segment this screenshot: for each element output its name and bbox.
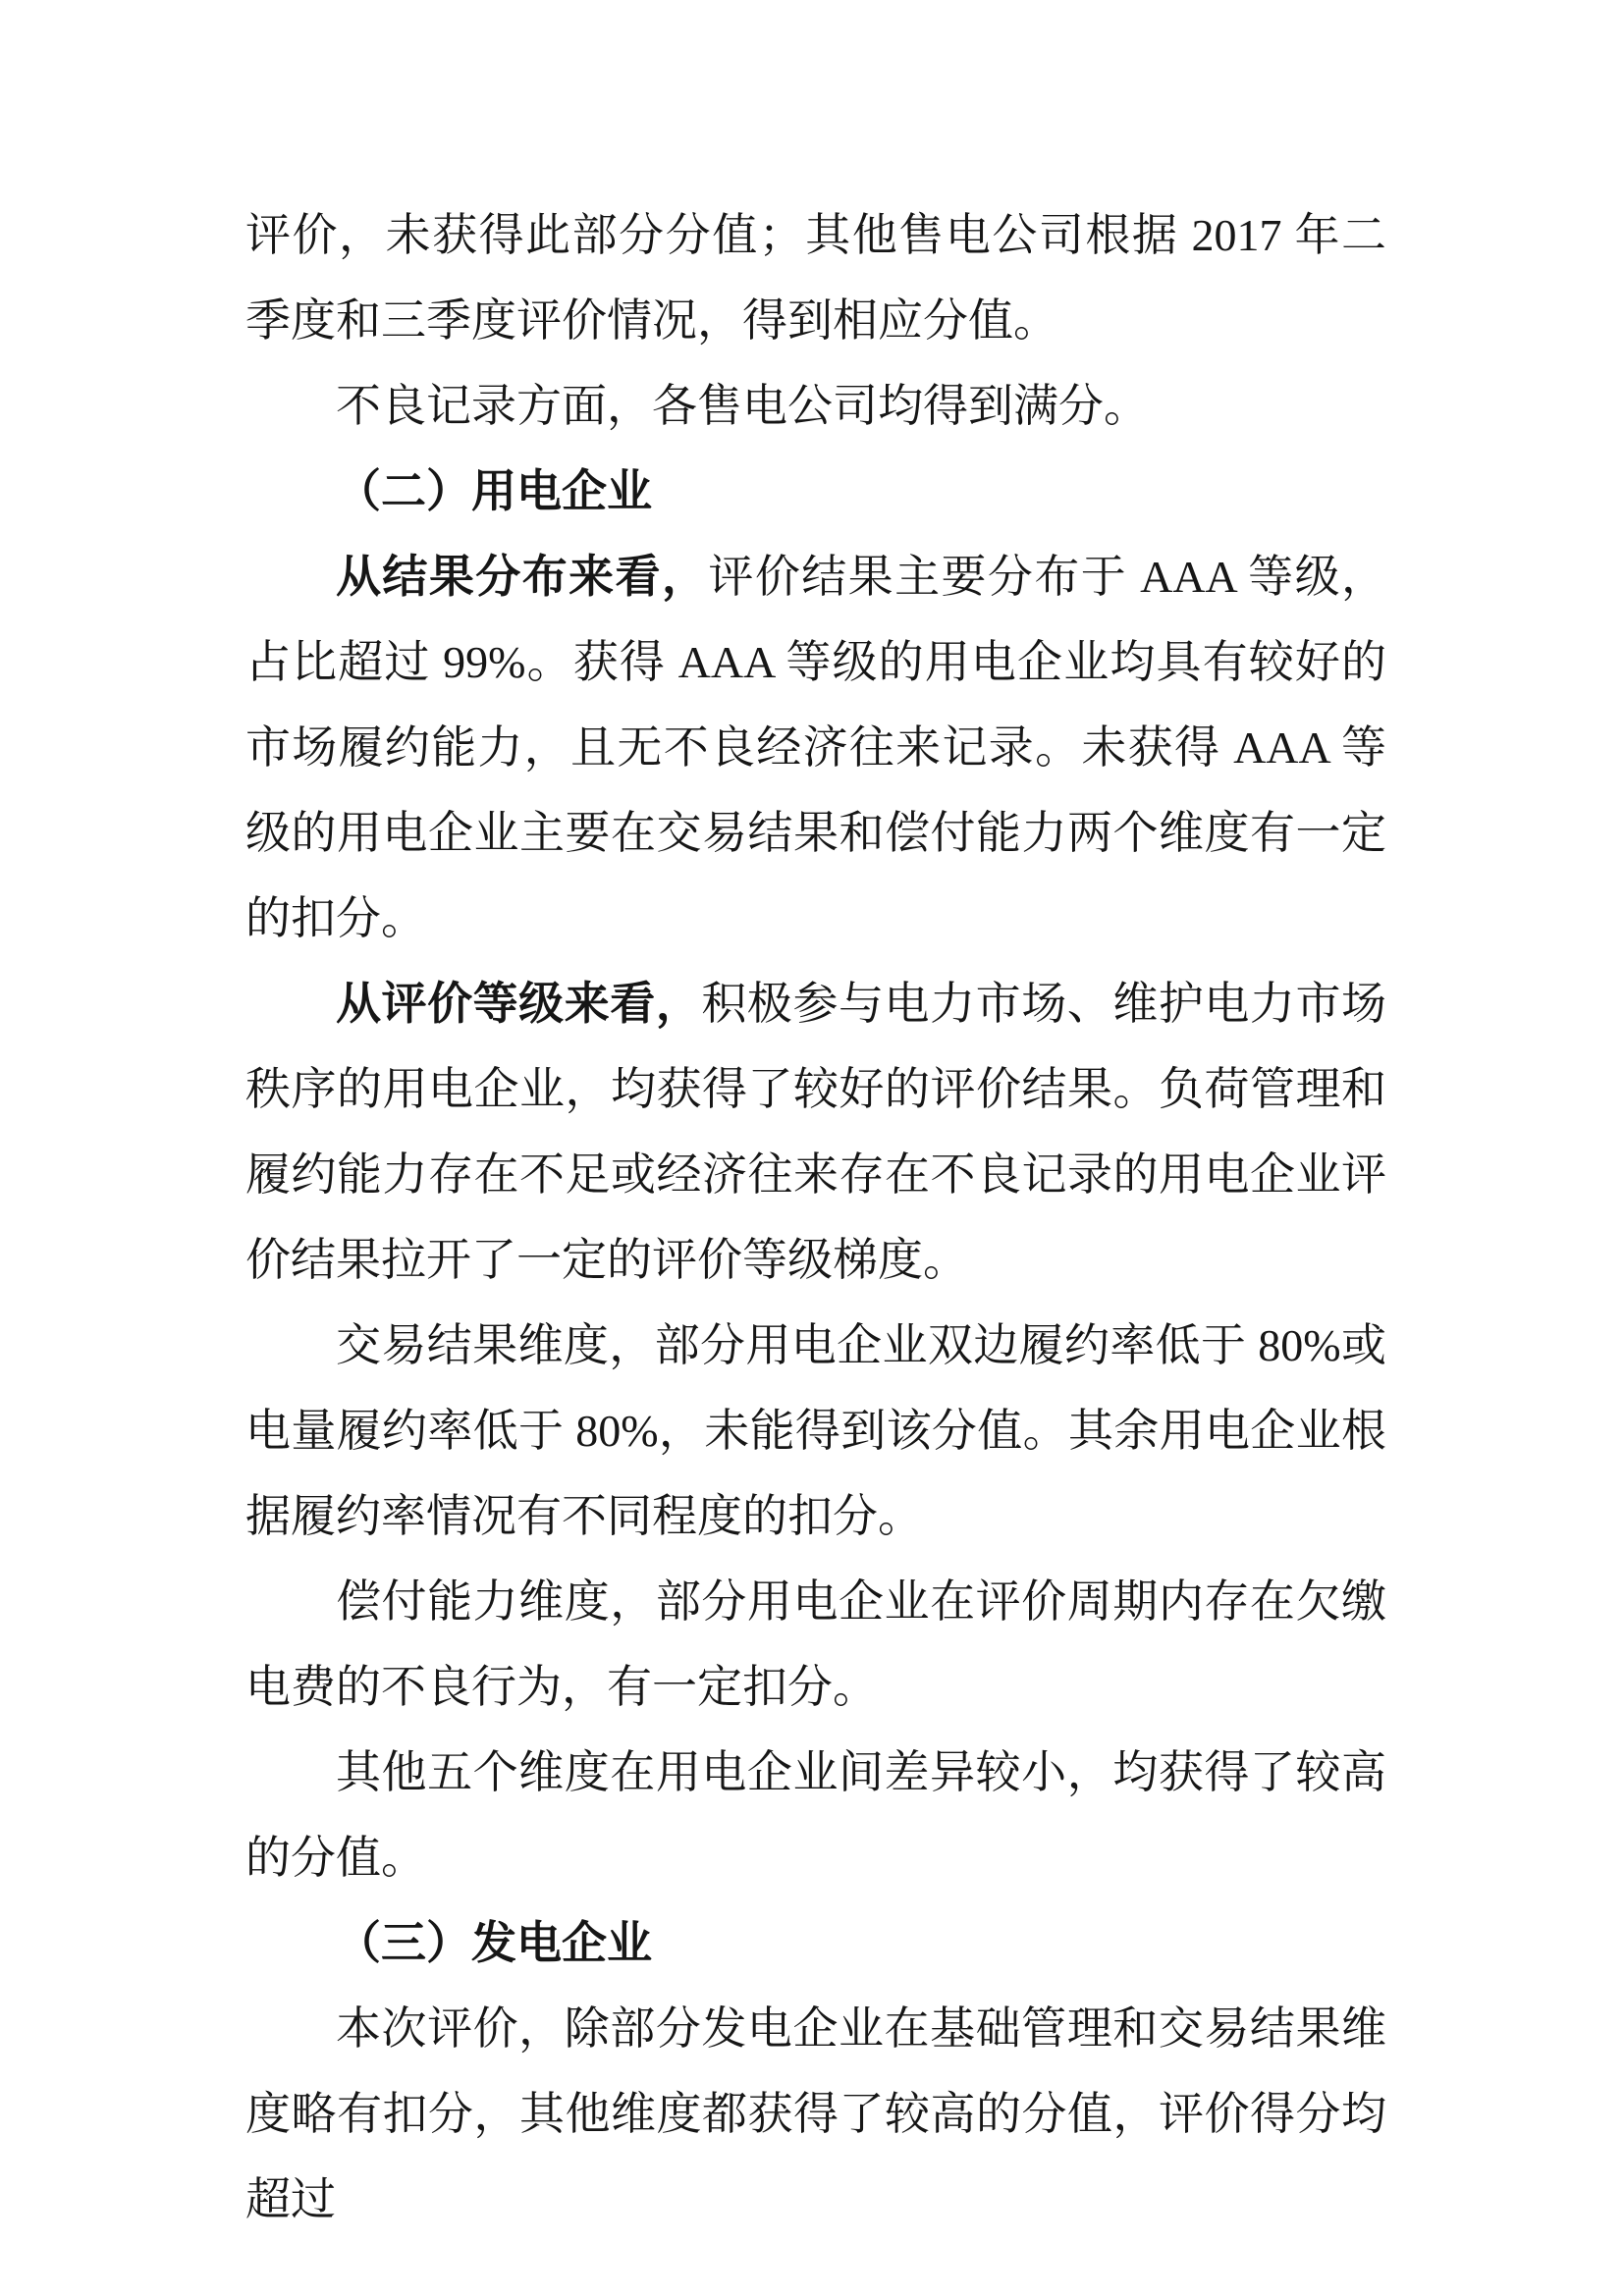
body-text: 偿付能力维度，部分用电企业在评价周期内存在欠缴电费的不良行为，有一定扣分。 [245,1576,1386,1712]
body-text: 不良记录方面，各售电公司均得到满分。 [336,381,1149,431]
paragraph [245,1559,1386,1730]
paragraph [245,363,1386,449]
paragraph [245,192,1386,363]
paragraph [245,1303,1386,1559]
section-heading [245,449,1386,534]
emphasis-text: 从评价等级来看， [336,978,702,1029]
paragraph [245,1986,1386,2242]
body-text: 本次评价，除部分发电企业在基础管理和交易结果维度略有扣分，其他维度都获得了较高的分值，评价得分均超过 [245,2003,1386,2224]
paragraph [245,1730,1386,1900]
body-text: 其他五个维度在用电企业间差异较小，均获得了较高的分值。 [245,1747,1386,1883]
emphasis-text: （三）发电企业 [336,1917,652,1968]
body-text: 交易结果维度，部分用电企业双边履约率低于 80%或电量履约率低于 80%，未能得到该分值。其余用电企业根据履约率情况有不同程度的扣分。 [245,1320,1386,1541]
paragraph [245,534,1386,961]
body-text: 评价，未获得此部分分值；其他售电公司根据 2017 年二季度和三季度评价情况，得到相应分值。 [245,210,1386,346]
emphasis-text: （二）用电企业 [336,465,652,516]
document-body [245,192,1386,2242]
emphasis-text: 从结果分布来看， [336,551,709,602]
section-heading [245,1900,1386,1986]
body-text: 评价结果主要分布于 AAA 等级，占比超过 99%。获得 AAA 等级的用电企业均具有较好的市场履约能力，且无不良经济往来记录。未获得 AAA 等级的用电企业主要在交易结果和偿付能力两个维度有一定的扣分。 [245,552,1387,943]
body-text: 积极参与电力市场、维护电力市场秩序的用电企业，均获得了较好的评价结果。负荷管理和履约能力存在不足或经济往来存在不良记录的用电企业评价结果拉开了一定的评价等级梯度。 [245,979,1387,1285]
paragraph [245,961,1386,1303]
